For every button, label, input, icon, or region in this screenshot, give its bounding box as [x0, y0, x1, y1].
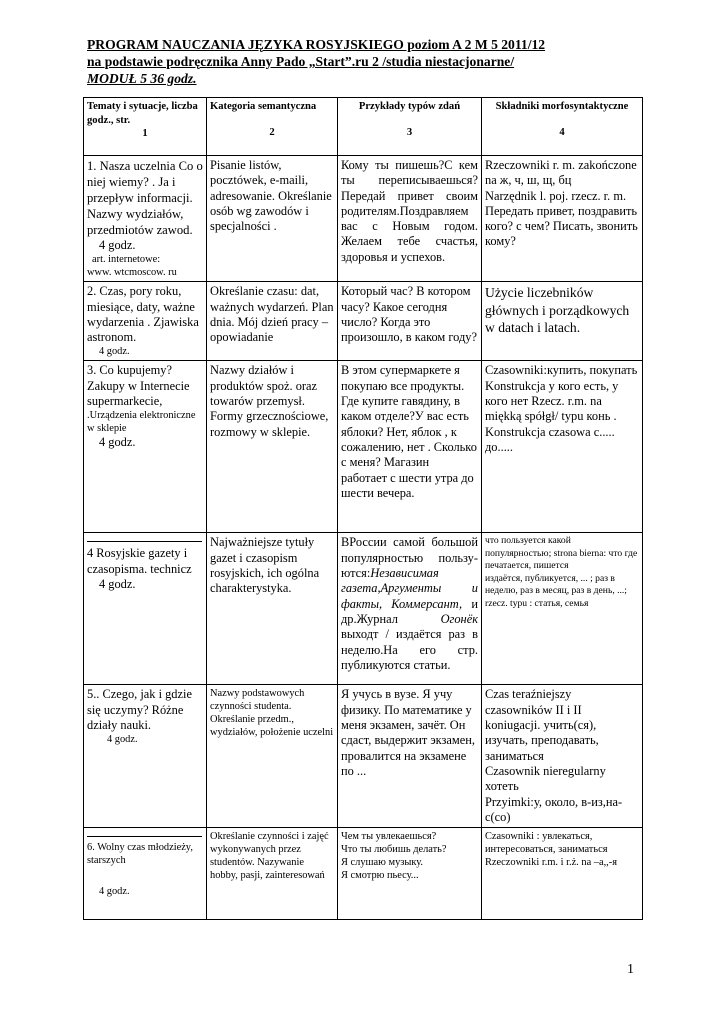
morph-text: Czas teraźniejszy czasowników II i II koniugacji. учить(ся), изучать, преподавать, заниматься — [485, 687, 599, 763]
column-number: 3 — [406, 126, 413, 138]
topic-text: 4 Rosyjskie gazety i czasopisma. technicz — [87, 546, 192, 576]
curriculum-table — [83, 97, 643, 920]
topic-link: www. wtcmoscow. ru — [87, 267, 177, 279]
examples-cell: Который час? В котором часу? Какое сегодня число? Когда это произошло, в каком году? — [338, 282, 482, 361]
page-number: 1 — [627, 962, 634, 977]
hours: 4 godz. — [99, 435, 136, 450]
column-header — [207, 98, 338, 156]
topic-text: 2. Czas, pory roku, miesiące, daty, ważne wydarzenia . Zjawiska astronom. — [87, 284, 199, 345]
topic-text: 1. Nasza uczelnia Co o niej wiemy? . Ja i przepływ informacji. Nazwy wydziałów, przedmiotów zawod. — [87, 159, 203, 237]
morph-text: Rzeczowniki r. m. zakończone na ж, ч, ш, щ, бц — [485, 158, 637, 188]
topic-note: .Urządzenia elektroniczne w sklepie — [87, 410, 196, 435]
morph-text: Czasownik nieregularny хотеть — [485, 763, 606, 794]
example-italic: Огонёк — [440, 611, 478, 626]
example-text: Что ты любишь делать? — [341, 844, 447, 856]
examples-cell — [338, 533, 482, 685]
table-row — [84, 533, 643, 685]
examples-cell: Кому ты пишешь?С кем ты переписываешься? Передай привет своим родителям.Поздравляем вас с Новым годом. Желаем тебе счастья, здоровья и успехов. — [338, 156, 482, 282]
column-title: Tematy i sytuacje, liczba godz., str. — [87, 101, 198, 126]
topic-cell — [84, 282, 207, 361]
column-number: 4 — [559, 126, 565, 138]
category-cell: Nazwy podstawowych czynności studenta. Określanie przedm., wydziałów, położenie uczelni — [207, 685, 338, 828]
table-row — [84, 685, 643, 828]
morph-text: что пользуется какой популярностью; strona bierna: что где печатается, пишется — [485, 535, 638, 572]
column-header — [84, 98, 207, 156]
example-text: Я смотрю пьесу... — [341, 870, 419, 882]
topic-cell — [84, 361, 207, 533]
document-header — [87, 36, 647, 87]
topic-cell — [84, 533, 207, 685]
column-number: 2 — [269, 126, 275, 138]
hours: 4 godz. — [99, 346, 130, 358]
morphosyntax-cell — [482, 533, 643, 685]
category-cell: Najważniejsze tytuły gazet i czasopism rosyjskich, ich ogólna charakterystyka. — [207, 533, 338, 685]
header-line-2: na podstawie podręcznika Anny Pado „Start”.ru 2 /studia niestacjonarne/ — [87, 54, 515, 69]
examples-cell — [338, 828, 482, 920]
table-row — [84, 361, 643, 533]
topic-cell — [84, 685, 207, 828]
morph-text: издаётся, публикуется, ... ; раз в неделю, раз в месяц, раз в день, ...; — [485, 572, 627, 597]
morphosyntax-cell: Czasowniki : увлекаться, интересоваться, заниматься Rzeczowniki r.m. i r.ż. na –a,,-я — [482, 828, 643, 920]
morph-text: Narzędnik l. poj. rzecz. r. m. Передать привет, поздравить кого? с чем? Писать, звонить кому? — [485, 188, 638, 249]
category-cell: Określanie czasu: dat, ważnych wydarzeń. Plan dnia. Mój dzień pracy – opowiadanie — [207, 282, 338, 361]
example-text: Чем ты увлекаешься? — [341, 831, 437, 843]
column-title: Przykłady typów zdań — [358, 101, 461, 112]
category-cell: Nazwy działów i produktów spoż. oraz towarów przemysł. Formy grzecznościowe, rozmowy w sklepie. — [207, 361, 338, 533]
column-title: Składniki morfosyntaktyczne — [495, 101, 629, 112]
header-line-3: MODUŁ 5 36 godz. — [87, 71, 197, 86]
example-text: выходт / издаётся раз в неделю.На его стр. публикуются статьи. — [341, 627, 478, 672]
hours: 4 godz. — [99, 886, 130, 898]
table-row — [84, 156, 643, 282]
divider — [87, 541, 202, 542]
morphosyntax-cell: Użycie liczebników głównych i porządkowych w datach i latach. — [482, 282, 643, 361]
example-text: Я слушаю музыку. — [341, 857, 424, 869]
hours: 4 godz. — [99, 577, 136, 592]
morph-text: Przyimki:у, около, в-из,на-с(со) — [485, 794, 623, 824]
column-header — [482, 98, 643, 156]
category-cell: Pisanie listów, pocztówek, e-maili, adresowanie. Określanie osób wg zawodów i specjalności . — [207, 156, 338, 282]
table-header-row — [84, 98, 643, 156]
category-cell: Określanie czynności i zajęć wykonywanych przez studentów. Nazywanie hobby, pasji, zainteresowań — [207, 828, 338, 920]
header-line-1: PROGRAM NAUCZANIA JĘZYKA ROSYJSKIEGO poziom A 2 M 5 2011/12 — [87, 37, 546, 52]
topic-cell — [84, 828, 207, 920]
topic-text: 6. Wolny czas młodzieży, starszych — [87, 842, 193, 867]
examples-cell: В этом супермаркете я покупаю все продукты. Где купите гавядину, в каком отделе?У вас есть яблоки? Нет, яблок , к сожалению, нет . Сколько с меня? Магазин работает с шести утра до шести вечера. — [338, 361, 482, 533]
column-header — [338, 98, 482, 156]
topic-text: 3. Co kupujemy? Zakupy w Internecie supermarkecie, — [87, 363, 190, 409]
table-row — [84, 282, 643, 361]
topic-note: art. internetowe: — [92, 254, 161, 266]
morphosyntax-cell: Czasowniki:купить, покупать Konstrukcja y кого есть, у кого нет Rzecz. r.m. na miękką spółgł/ typu конь . Konstrukcja czasowa с..... до..... — [482, 361, 643, 533]
example-italic: Независимая газета,Аргументы и факты, Коммерсант, — [341, 566, 478, 611]
morphosyntax-cell — [482, 156, 643, 282]
table-row — [84, 828, 643, 920]
divider — [87, 836, 202, 837]
example-text: ВРоссии самой большой популярностью пользу- ются: — [341, 535, 478, 581]
topic-text: 5.. Czego, jak i gdzie się uczymy? Różne działy nauki. — [87, 687, 192, 733]
topic-cell — [84, 156, 207, 282]
morphosyntax-cell — [482, 685, 643, 828]
morph-text: rzecz. typu : статья, семья — [485, 597, 589, 609]
hours: 4 godz. — [107, 734, 138, 746]
example-text: и др.Журнал — [341, 596, 478, 626]
column-title: Kategoria semantyczna — [210, 101, 317, 112]
examples-cell: Я учусь в вузе. Я учу физику. По математике у меня экзамен, зачёт. Он сдаст, выдержит экзамен, провалится на экзамене по ... — [338, 685, 482, 828]
column-number: 1 — [142, 128, 148, 139]
hours: 4 godz. — [99, 238, 136, 252]
